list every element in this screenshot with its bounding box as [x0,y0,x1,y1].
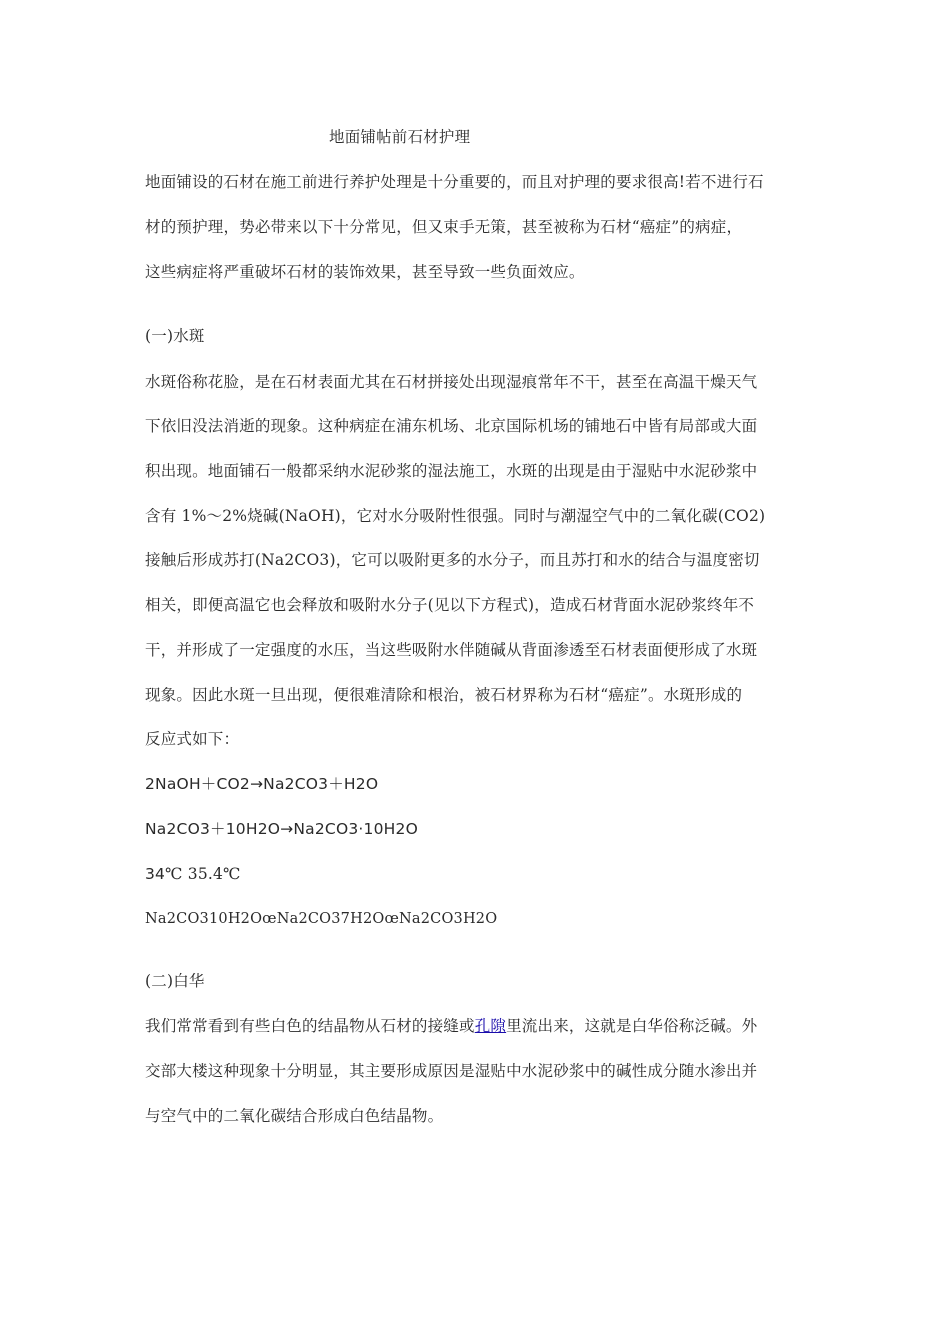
section1-line-8: 现象。因此水斑一旦出现，便很难清除和根治，被石材界称为石材“癌症”。水斑形成的 [145,686,743,704]
equation-3: Na2CO310H2OœNa2CO37H2OœNa2CO3H2O [145,911,498,927]
page-title: 地面铺帖前石材护理 [329,128,471,146]
temperature-b: ℃ 35.4℃ [165,865,241,883]
intro-line-3: 这些病症将严重破坏石材的装饰效果，甚至导致一些负面效应。 [145,263,585,281]
temperature-a: 34 [145,865,166,883]
section2-line-2: 交部大楼这种现象十分明显，其主要形成原因是湿贴中水泥砂浆中的碱性成分随水渗出并 [145,1062,758,1080]
section1-line-1: 水斑俗称花脸，是在石材表面尤其在石材拼接处出现湿痕常年不干，甚至在高温干燥天气 [145,373,758,391]
equation-2: Na2CO3＋10H2O→Na2CO3·10H2O [145,820,418,838]
equation-1: 2NaOH＋CO2→Na2CO3＋H2O [145,775,379,793]
section1-line-6: 相关，即便高温它也会释放和吸附水分子(见以下方程式)，造成石材背面水泥砂浆终年不 [145,596,755,614]
section-heading-water-stain: (一)水斑 [145,327,205,345]
section1-line-4: 含有 1%～2%烧碱(NaOH)，它对水分吸附性很强。同时与潮湿空气中的二氧化碳(CO2) [145,507,766,525]
section2-line-1 [145,1016,757,1036]
section2-line-1-text-a: 我们常常看到有些白色的结晶物从石材的接缝或 [145,1017,475,1035]
section1-line-5: 接触后形成苏打(Na2CO3)，它可以吸附更多的水分子，而且苏打和水的结合与温度密切 [145,551,760,569]
temperature-line [145,864,241,884]
section2-line-3: 与空气中的二氧化碳结合形成白色结晶物。 [145,1107,444,1125]
pore-link[interactable]: 孔隙 [474,1017,507,1035]
section1-line-2: 下依旧没法消逝的现象。这种病症在浦东机场、北京国际机场的铺地石中皆有局部或大面 [145,417,758,435]
section1-line-7: 干，并形成了一定强度的水压，当这些吸附水伴随碱从背面渗透至石材表面便形成了水斑 [145,641,758,659]
intro-line-2: 材的预护理，势必带来以下十分常见，但又束手无策，甚至被称为石材“癌症”的病症， [145,218,743,236]
intro-line-1: 地面铺设的石材在施工前进行养护处理是十分重要的，而且对护理的要求很高!若不进行石 [145,173,764,191]
section1-line-3: 积出现。地面铺石一般都采纳水泥砂浆的湿法施工，水斑的出现是由于湿贴中水泥砂浆中 [145,462,758,480]
section-heading-efflorescence: (二)白华 [145,972,205,990]
section2-line-1-text-b: 里流出来，这就是白华俗称泛碱。外 [506,1017,758,1035]
section1-line-9: 反应式如下： [145,730,240,748]
